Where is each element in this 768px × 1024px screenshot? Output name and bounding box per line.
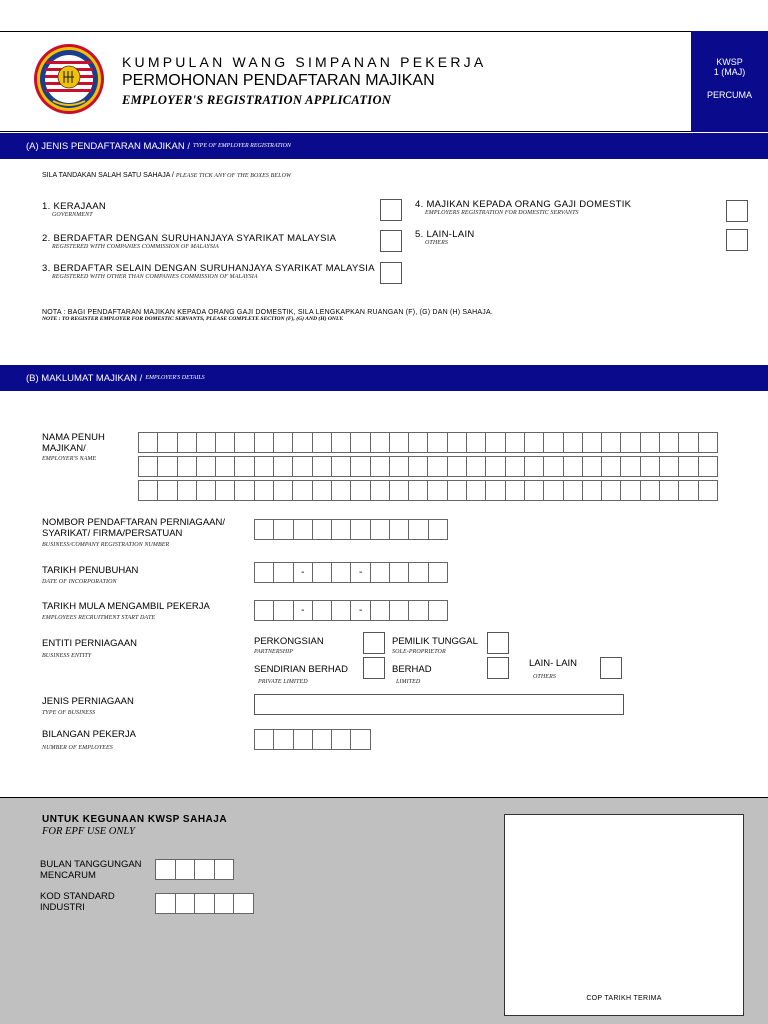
business-type-field[interactable] [254,694,624,715]
section-b-title-en: EMPLOYER'S DETAILS [145,375,205,381]
name-label-2: MAJIKAN/ [42,443,86,454]
input-cell[interactable] [466,456,486,477]
name-label-1: NAMA PENUH [42,432,105,443]
input-cell[interactable] [234,480,254,501]
input-cell[interactable] [485,456,505,477]
input-cell[interactable] [331,562,351,583]
input-cell[interactable] [138,456,158,477]
input-cell[interactable] [389,432,409,453]
input-cell[interactable] [177,456,197,477]
input-cell[interactable] [312,432,332,453]
input-cell[interactable] [698,432,718,453]
input-cell[interactable] [312,729,332,750]
input-cell[interactable] [215,432,235,453]
option-5-label: 5. LAIN-LAIN [415,229,475,240]
option-4-sub: EMPLOYERS REGISTRATION FOR DOMESTIC SERVANTS [425,210,579,216]
input-cell[interactable] [370,562,390,583]
note-text-en: NOTE : TO REGISTER EMPLOYER FOR DOMESTIC SERVANTS, PLEASE COMPLETE SECTION (F), (G) AND (H) ONLY. [42,316,344,322]
employees-field[interactable] [254,729,370,750]
type-label: JENIS PERNIAGAAN [42,696,134,707]
input-cell[interactable] [601,456,621,477]
input-cell[interactable] [447,432,467,453]
input-cell[interactable] [659,432,679,453]
input-cell[interactable] [254,432,274,453]
date-separator-cell: - [350,562,370,583]
entity-bhd-checkbox[interactable] [487,657,509,679]
input-cell[interactable] [254,729,274,750]
input-cell[interactable] [175,859,196,880]
input-cell[interactable] [408,600,428,621]
option-1-checkbox[interactable] [380,199,402,221]
type-label-en: TYPE OF BUSINESS [42,710,96,716]
input-cell[interactable] [427,432,447,453]
option-3-checkbox[interactable] [380,262,402,284]
office-title: UNTUK KEGUNAAN KWSP SAHAJA [42,814,228,825]
industry-code-field[interactable] [155,893,253,914]
option-3-label: 3. BERDAFTAR SELAIN DENGAN SURUHANJAYA SYARIKAT MALAYSIA [42,263,375,274]
input-cell[interactable] [505,480,525,501]
option-4 [415,199,631,216]
input-cell[interactable] [389,600,409,621]
instruction-text-en: PLEASE TICK ANY OF THE BOXES BELOW [175,173,292,179]
input-cell[interactable] [408,432,428,453]
input-cell[interactable] [389,562,409,583]
input-cell[interactable] [312,480,332,501]
input-cell[interactable] [157,456,177,477]
entity-others-checkbox[interactable] [600,657,622,679]
name-label-en: EMPLOYER'S NAME [42,456,97,462]
input-cell[interactable] [370,600,390,621]
input-cell[interactable] [601,432,621,453]
input-cell[interactable] [350,456,370,477]
stamp-label: COP TARIKH TERIMA [586,995,662,1002]
input-cell[interactable] [155,859,176,880]
input-cell[interactable] [214,859,235,880]
input-cell[interactable] [350,519,370,540]
input-cell[interactable] [659,480,679,501]
input-cell[interactable] [601,480,621,501]
input-cell[interactable] [175,893,196,914]
input-cell[interactable] [254,480,274,501]
input-cell[interactable] [447,456,467,477]
input-cell[interactable] [620,432,640,453]
section-a-instruction [42,172,291,179]
input-cell[interactable] [678,480,698,501]
entity-others-sub: OTHERS [533,674,556,680]
input-cell[interactable] [370,519,390,540]
entity-partnership [254,636,324,658]
month-label [40,859,142,881]
input-cell[interactable] [254,562,274,583]
inc-label: TARIKH PENUBUHAN [42,565,139,576]
input-cell[interactable] [620,480,640,501]
month-label-2: MENCARUM [40,870,96,881]
input-cell[interactable] [582,432,602,453]
input-cell[interactable] [485,432,505,453]
entity-others [529,658,577,683]
input-cell[interactable] [408,519,428,540]
regno-label-en: BUSINESS/COMPANY REGISTRATION NUMBER [42,542,170,548]
input-cell[interactable] [370,480,390,501]
input-cell[interactable] [698,456,718,477]
form-code: KWSP [716,57,743,67]
input-cell[interactable] [157,480,177,501]
input-cell[interactable] [292,480,312,501]
input-cell[interactable] [428,519,448,540]
input-cell[interactable] [505,432,525,453]
option-5 [415,229,475,246]
input-cell[interactable] [273,600,293,621]
section-a-bar [0,133,768,159]
input-cell[interactable] [331,456,351,477]
input-cell[interactable] [466,432,486,453]
input-cell[interactable] [447,480,467,501]
sic-label-1: KOD STANDARD [40,891,115,902]
input-cell[interactable] [524,480,544,501]
section-b-bar [0,365,768,391]
entity-label [42,638,137,662]
input-cell[interactable] [194,859,215,880]
entity-partnership-sub: PARTNERSHIP [254,649,293,655]
input-cell[interactable] [563,456,583,477]
input-cell[interactable] [582,456,602,477]
input-cell[interactable] [389,480,409,501]
input-cell[interactable] [563,432,583,453]
entity-bhd-sub: LIMITED [396,679,421,685]
employer-name-row-1[interactable] [138,432,717,453]
employees-label [42,729,136,754]
input-cell[interactable] [293,729,313,750]
option-3-sub: REGISTERED WITH OTHER THAN COMPANIES COMMISSION OF MALAYSIA [52,274,258,280]
input-cell[interactable] [234,456,254,477]
input-cell[interactable] [196,456,216,477]
form-title-en: EMPLOYER'S REGISTRATION APPLICATION [122,93,392,107]
org-name: KUMPULAN WANG SIMPANAN PEKERJA [122,54,487,70]
employees-label-en: NUMBER OF EMPLOYEES [42,745,113,751]
input-cell[interactable] [408,562,428,583]
option-2 [42,233,336,250]
month-label-1: BULAN TANGGUNGAN [40,859,142,870]
option-2-checkbox[interactable] [380,230,402,252]
entity-sdn-checkbox[interactable] [363,657,385,679]
input-cell[interactable] [292,432,312,453]
kwsp-logo-icon [33,43,105,115]
entity-sole-label: PEMILIK TUNGGAL [392,636,478,647]
entity-sdn-sub: PRIVATE LIMITED [258,679,308,685]
start-date-field[interactable] [254,600,447,621]
input-cell[interactable] [292,456,312,477]
start-label: TARIKH MULA MENGAMBIL PEKERJA [42,601,210,612]
input-cell[interactable] [273,480,293,501]
employees-label-text: BILANGAN PEKERJA [42,729,136,740]
option-4-label: 4. MAJIKAN KEPADA ORANG GAJI DOMESTIK [415,199,632,210]
form-code-box [691,31,768,132]
start-date-label [42,601,210,624]
input-cell[interactable] [254,456,274,477]
regno-label-2: SYARIKAT/ FIRMA/PERSATUAN [42,528,183,539]
input-cell[interactable] [543,456,563,477]
input-cell[interactable] [485,480,505,501]
option-5-checkbox[interactable] [726,229,748,251]
sic-label [40,891,115,913]
input-cell[interactable] [273,562,293,583]
entity-limited [392,664,432,688]
input-cell[interactable] [543,432,563,453]
date-separator-cell: - [293,562,313,583]
section-a-note [42,309,493,322]
input-cell[interactable] [138,480,158,501]
input-cell[interactable] [331,480,351,501]
input-cell[interactable] [254,600,274,621]
date-separator-cell: - [350,600,370,621]
input-cell[interactable] [215,480,235,501]
entity-private-limited [254,664,348,688]
form-code-2: 1 (MAJ) [713,67,746,77]
input-cell[interactable] [350,432,370,453]
input-cell[interactable] [331,519,351,540]
date-separator-cell: - [293,600,313,621]
input-cell[interactable] [194,893,215,914]
option-2-label: 2. BERDAFTAR DENGAN SURUHANJAYA SYARIKAT MALAYSIA [42,233,337,244]
regno-field[interactable] [254,519,447,540]
input-cell[interactable] [428,600,448,621]
option-3 [42,263,375,280]
input-cell[interactable] [543,480,563,501]
input-cell[interactable] [196,432,216,453]
input-cell[interactable] [157,432,177,453]
input-cell[interactable] [254,519,274,540]
contribution-month-field[interactable] [155,859,233,880]
input-cell[interactable] [312,519,332,540]
input-cell[interactable] [389,519,409,540]
input-cell[interactable] [427,456,447,477]
entity-label-en: BUSINESS ENTITY [42,653,92,659]
option-1-sub: GOVERNMENT [52,212,93,218]
option-1-label: 1. KERAJAAN [42,201,107,212]
input-cell[interactable] [273,432,293,453]
input-cell[interactable] [350,729,370,750]
input-cell[interactable] [582,480,602,501]
section-b-title: (B) MAKLUMAT MAJIKAN / [26,372,143,384]
input-cell[interactable] [214,893,235,914]
input-cell[interactable] [312,456,332,477]
option-5-sub: OTHERS [425,240,448,246]
form-title: PERMOHONAN PENDAFTARAN MAJIKAN [122,72,435,89]
input-cell[interactable] [698,480,718,501]
employer-name-row-2[interactable] [138,456,717,477]
incorporation-date-field[interactable] [254,562,447,583]
input-cell[interactable] [331,729,351,750]
entity-others-label: LAIN- LAIN [529,658,578,669]
entity-sole-checkbox[interactable] [487,632,509,654]
input-cell[interactable] [312,562,332,583]
business-type-label [42,696,134,719]
regno-label-1: NOMBOR PENDAFTARAN PERNIAGAAN/ [42,517,225,528]
entity-label-text: ENTITI PERNIAGAAN [42,638,138,649]
input-cell[interactable] [640,456,660,477]
input-cell[interactable] [234,432,254,453]
input-cell[interactable] [524,432,544,453]
start-label-en: EMPLOYEES RECRUITMENT START DATE [42,615,156,621]
input-cell[interactable] [331,432,351,453]
section-a-title: (A) JENIS PENDAFTARAN MAJIKAN / [26,140,190,152]
input-cell[interactable] [370,432,390,453]
input-cell[interactable] [428,562,448,583]
input-cell[interactable] [233,893,254,914]
input-cell[interactable] [640,432,660,453]
office-title-en: FOR EPF USE ONLY [42,826,135,837]
input-cell[interactable] [293,519,313,540]
input-cell[interactable] [389,456,409,477]
entity-bhd-label: BERHAD [392,664,432,675]
input-cell[interactable] [196,480,216,501]
input-cell[interactable] [215,456,235,477]
input-cell[interactable] [466,480,486,501]
entity-sole-proprietor [392,636,478,658]
input-cell[interactable] [177,480,197,501]
input-cell[interactable] [620,456,640,477]
entity-sole-sub: SOLE-PROPRIETOR [392,649,446,655]
input-cell[interactable] [155,893,176,914]
section-a-title-en: TYPE OF EMPLOYER REGISTRATION [192,143,291,149]
stamp-box [504,814,744,1016]
input-cell[interactable] [678,432,698,453]
input-cell[interactable] [273,729,293,750]
input-cell[interactable] [505,456,525,477]
input-cell[interactable] [524,456,544,477]
input-cell[interactable] [370,456,390,477]
entity-sdn-label: SENDIRIAN BERHAD [254,664,348,675]
input-cell[interactable] [408,456,428,477]
input-cell[interactable] [563,480,583,501]
input-cell[interactable] [312,600,332,621]
input-cell[interactable] [138,432,158,453]
inc-label-en: DATE OF INCORPORATION [42,579,117,585]
option-2-sub: REGISTERED WITH COMPANIES COMMISSION OF MALAYSIA [52,244,219,250]
input-cell[interactable] [273,519,293,540]
regno-label [42,517,225,551]
input-cell[interactable] [177,432,197,453]
input-cell[interactable] [659,456,679,477]
option-1 [42,201,106,218]
option-4-checkbox[interactable] [726,200,748,222]
input-cell[interactable] [427,480,447,501]
employer-name-row-3[interactable] [138,480,717,501]
entity-partnership-label: PERKONGSIAN [254,636,324,647]
entity-partnership-checkbox[interactable] [363,632,385,654]
input-cell[interactable] [408,480,428,501]
input-cell[interactable] [331,600,351,621]
employer-name-label [42,432,105,465]
instruction-text: SILA TANDAKAN SALAH SATU SAHAJA / [42,172,174,179]
sic-label-2: INDUSTRI [40,902,85,913]
input-cell[interactable] [350,480,370,501]
input-cell[interactable] [640,480,660,501]
incorporation-label [42,565,138,588]
note-text: NOTA : BAGI PENDAFTARAN MAJIKAN KEPADA ORANG GAJI DOMESTIK, SILA LENGKAPKAN RUANGAN (F), (G) DAN (H) SAHAJA. [42,309,494,316]
input-cell[interactable] [273,456,293,477]
input-cell[interactable] [678,456,698,477]
price-label: PERCUMA [706,90,752,100]
